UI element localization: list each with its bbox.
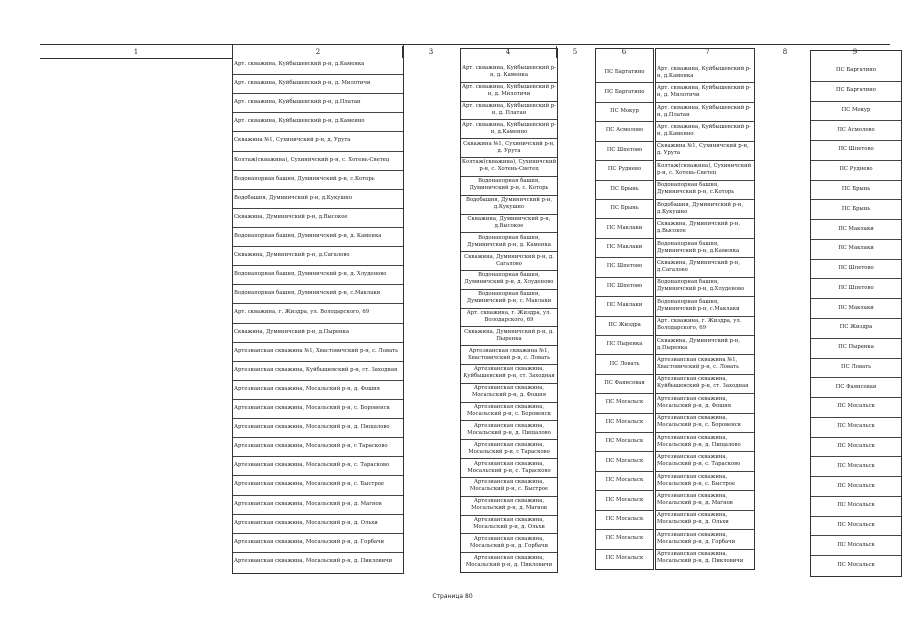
table-cell: ПС Маклаки (606, 224, 643, 231)
table-cell: Арт. скважина, г. Жиздра, ул. Володарского, 69 (657, 318, 742, 332)
column-4-frame (460, 48, 558, 573)
table-cell: ПС Руднево (839, 166, 873, 173)
table-cell: ПС Пыренка (606, 341, 643, 348)
table-cell: Артезианская скважина, Мосальский р-н, д. Фошня (471, 385, 547, 399)
table-cell: ПС Маклаки (838, 304, 874, 311)
header-col-9: 9 (852, 48, 858, 56)
table-cell: Арт. скважина, Куйбышевский р-н, д. Милотичи (234, 80, 371, 87)
table-cell: ПС Фаянсовая (835, 383, 877, 390)
table-cell: ПС Мосальск (837, 403, 875, 410)
table-cell: ПС Мосальск (837, 423, 875, 430)
table-cell: Артезианская скважина, Мосальский р-н, д. Пищалово (234, 424, 390, 431)
table-cell: ПС Жиздра (839, 324, 873, 331)
table-cell: Артезианская скважина, Мосальский р-н, с. Тарасково (467, 460, 551, 474)
table-cell: ПС Мосальск (837, 482, 875, 489)
table-cell: Артезианская скважина, Мосальский р-н, д. Ольхи (473, 516, 545, 530)
header-col-4: 4 (505, 48, 511, 56)
table-cell: Скважина, Думиничский р-н, д.Высокое (657, 221, 741, 235)
table-cell: Артезианская скважина, Куйбышевский р-н, ст. Заходная (234, 366, 398, 373)
table-cell: ПС Мосальск (605, 457, 644, 464)
table-cell: Артезианская скважина, Мосальский р-н, с. Тарасково (234, 462, 390, 469)
table-cell: Арт. скважина, г. Жиздра, ул. Володарского, 69 (234, 309, 370, 316)
table-cell: Артезианская скважина, Мосальский р-н, с. Боровенск (466, 404, 551, 418)
column-6-frame (595, 48, 654, 570)
table-cell: Водонапорная башня, Думиничский р-н, с. Которь (469, 178, 549, 192)
column-9-frame (810, 50, 902, 577)
page-number: Страница 80 (432, 593, 473, 600)
table-cell: Артезианская скважина, Мосальский р-н, д. Горбачи (657, 531, 736, 545)
table-cell: Артезианская скважина, Мосальский р-н, д. Горбачи (469, 535, 549, 549)
table-cell: Водобашня, Думиничский р-н, д.Кукушно (657, 201, 744, 215)
table-cell: Артезианская скважина, Мосальский р-н, д. Фошня (234, 385, 381, 392)
table-cell: ПС Маклаки (606, 244, 643, 250)
table-cell: Скважина, Думиничский р-н, д.Пыренка (234, 328, 350, 335)
table-cell: ПС Жиздра (608, 321, 641, 328)
table-cell: ПС Шпетово (838, 284, 874, 291)
table-cell: Артезианская скважина, Мосальский р-н, с. Быстрое (234, 481, 385, 488)
table-cell: Скважина, Думиничский р-н, д. Сагалово (464, 253, 554, 267)
table-cell: ПС Мосальск (605, 515, 644, 522)
table-cell: ПС Мосальск (605, 399, 644, 406)
table-cell: ПС Мосальск (837, 462, 875, 469)
table-cell: Водонапорная башня, Думиничский р-н, д. Каменка (467, 234, 551, 248)
table-cell: Артезианская скважина, Мосальский р-н, д. Горбачи (234, 538, 385, 545)
table-cell: ПС Мосальск (837, 442, 875, 449)
table-cell: ПС Мосальск (605, 418, 644, 425)
table-cell: ПС Руднево (607, 166, 642, 173)
table-cell: ПС Брынь (841, 205, 871, 212)
table-cell: Скважина, Думиничский р-н, д.Высокое (234, 213, 348, 220)
table-cell: Артезианская скважина №1, Хвастовичский р-н, с. Ловать (467, 347, 550, 361)
table-cell: ПС Шпетово (838, 265, 874, 272)
table-cell: Водонапорная башня, Думиничский р-н, с.Маклаки (234, 290, 381, 297)
table-cell: ПС Маклаки (838, 245, 874, 252)
table-cell: Водонапорная башня, Думиничский р-н, с.Которь (234, 175, 375, 182)
table-cell: Арт. скважина, Куйбышевский р-н, д. Каменка (462, 65, 556, 79)
table-cell: Арт. скважина, Куйбышевский р-н, д.Каменно (657, 123, 751, 137)
table-cell: Артезианская скважина, Мосальский р-н, с. Боровенск (657, 415, 742, 429)
table-cell: Арт. скважина, г. Жиздра, ул. Володарского, 69 (466, 309, 552, 323)
table-cell: Артезианская скважина, Куйбышевский р-н, ст. Заходная (657, 376, 749, 390)
table-cell: Арт. скважина, Куйбышевский р-н, д. Милотичи (462, 84, 556, 98)
table-cell: ПС Шпетово (838, 146, 874, 153)
table-cell: ПС Мосальск (605, 438, 644, 445)
table-cell: ПС Шпетово (606, 282, 643, 289)
table-cell: Колтаж(скважина), Сухиничский р-н, с. Хотень-Светец (234, 156, 390, 163)
table-cell: Скважина №1, Сухиничский р-н, д. Урута (463, 140, 555, 154)
table-cell: ПС Маклаки (838, 225, 874, 232)
table-cell: Водонапорная башня, Думиничский р-н, д.Каменка (657, 240, 740, 254)
table-cell: Артезианская скважина, Мосальский р-н, с Тарасково (234, 443, 388, 450)
header-bottom-line (40, 58, 232, 59)
table-cell: ПС Мокур (841, 106, 871, 113)
table-cell: ПС Ловать (609, 360, 640, 367)
table-cell: ПС Баргатино (604, 88, 645, 95)
table-cell: ПС Мокур (610, 108, 639, 115)
table-cell: Скважина, Думиничский р-н, д.Сагалово (234, 252, 350, 259)
table-cell: Скважина, Думиничский р-н, д.Сагалово (657, 259, 741, 273)
table-cell: Артезианская скважина, Мосальский р-н, д. Ольхи (657, 512, 729, 526)
table-cell: Артезианская скважина №1, Хвастовичский р-н, с. Ловать (234, 347, 398, 354)
table-cell: Колтаж(скважина), Сухиничский р-н, с. Хотень-Светец (461, 159, 557, 173)
table-cell: ПС Фаянсовая (604, 379, 645, 386)
table-cell: Артезианская скважина, Мосальский р-н, д. Магнов (471, 498, 547, 512)
table-cell: Водонапорная башня, Думиничский р-н, д.Хлуденово (657, 279, 745, 293)
table-cell: Водонапорная башня, Думиничский р-н, д. Хлуденово (464, 272, 554, 286)
table-cell: Артезианская скважина, Мосальский р-н, д. Магнов (657, 493, 733, 506)
table-cell: ПС Баргатино (836, 67, 876, 74)
table-cell: ПС Мосальск (605, 496, 644, 503)
table-cell: ПС Брынь (610, 205, 639, 212)
header-col-8: 8 (782, 48, 788, 56)
table-cell: Артезианская скважина, Куйбышевский р-н, ст. Заходная (463, 366, 555, 380)
table-cell: ПС Пыренка (838, 344, 874, 351)
table-cell: Скважина №1, Сухиничский р-н, д. Урута (234, 137, 351, 144)
table-cell: Скважина, Думиничский р-н, д. Пыренка (464, 328, 554, 342)
table-cell: Водобашня, Думиничский р-н, д.Кукушно (234, 194, 353, 201)
table-cell: Арт. скважина, Куйбышевский р-н, д. Милотичи (657, 85, 751, 99)
header-col-7: 7 (705, 48, 710, 56)
table-cell: ПС Мосальск (837, 541, 875, 548)
table-cell: Артезианская скважина, Мосальский р-н, д. Пищалово (467, 422, 551, 436)
table-cell: ПС Маклаки (606, 302, 643, 309)
table-cell: Артезианская скважина №1, Хвастовичский р-н, с. Ловать (657, 357, 740, 371)
table-cell: ПС Асмолово (837, 126, 875, 133)
table-cell: Артезианская скважина, Мосальский р-н, д. Пикловичи (465, 554, 553, 568)
table-cell: Артезианская скважина, Мосальский р-н, д. Пикловичи (657, 551, 744, 565)
table-cell: ПС Ловать (841, 363, 871, 370)
table-cell: Водонапорная башня, Думиничский р-н, с.Которь (657, 182, 735, 196)
table-cell: Артезианская скважина, Мосальский р-н, с Тарасково (468, 441, 550, 455)
table-cell: Артезианская скважина, Мосальский р-н, д. Пищалово (657, 434, 741, 448)
table-cell: ПС Асмолово (605, 127, 644, 134)
header-col-5: 5 (556, 46, 593, 58)
table-cell: Водонапорная башня, Думиничский р-н, д. Хлуденово (234, 271, 387, 278)
header-col-6: 6 (621, 48, 627, 56)
table-cell: ПС Мосальск (837, 561, 875, 568)
table-cell: ПС Мосальск (605, 477, 644, 484)
table-cell: Арт. скважина, Куйбышевский р-н, д.Каменно (462, 121, 556, 135)
header-col-1: 1 (133, 48, 139, 56)
table-cell: Арт. скважина, Куйбышевский р-н, д. Платан (462, 103, 556, 117)
table-cell: ПС Баргатино (836, 87, 876, 94)
table-cell: Арт. скважина, Куйбышевский р-н, д.Платан (657, 104, 751, 118)
table-cell: Артезианская скважина, Мосальский р-н, с. Тарасково (657, 454, 741, 468)
table-cell: Водобашня, Думиничский р-н, д.Кукушно (465, 197, 553, 211)
table-cell: Артезианская скважина, Мосальский р-н, с. Быстрое (469, 479, 549, 493)
table-cell: Скважина, Думиничский р-н, д.Пыренка (657, 337, 741, 351)
table-cell: Скважина №1, Сухиничский р-н, д. Урута (657, 143, 749, 157)
table-cell: Водонапорная башня, Думиничский р-н, д. Каменка (234, 233, 382, 240)
table-cell: Артезианская скважина, Мосальский р-н, д. Фошня (657, 395, 732, 409)
table-cell: Артезианская скважина, Мосальский р-н, д. Магнов (234, 500, 382, 507)
table-cell: Артезианская скважина, Мосальский р-н, д. Ольхи (234, 519, 378, 526)
header-top-line (40, 44, 890, 45)
column-7-frame (655, 48, 755, 570)
table-cell: Арт. скважина, Куйбышевский р-н, д.Каменно (234, 118, 365, 125)
table-cell: ПС Брынь (841, 185, 871, 192)
table-cell: ПС Шпетово (606, 263, 643, 270)
table-cell: Арт. скважина, Куйбышевский р-н, д.Каменка (234, 61, 365, 68)
table-cell: ПС Баргатино (604, 69, 645, 76)
header-col-3: 3 (402, 46, 459, 58)
table-cell: ПС Шпетово (606, 146, 643, 153)
table-cell: Арт. скважина, Куйбышевский р-н, д.Каменка (657, 65, 751, 79)
table-cell: Водонапорная башня, Думиничский р-н, с.Маклаки (657, 298, 740, 312)
table-cell: Артезианская скважина, Мосальский р-н, д. Пикловичи (234, 557, 393, 564)
table-cell: Артезианская скважина, Мосальский р-н, с. Быстрое (657, 473, 736, 487)
table-cell: ПС Мосальск (605, 554, 644, 561)
table-cell: Артезианская скважина, Мосальский р-н, с. Боровенск (234, 405, 390, 412)
table-cell: ПС Мосальск (837, 522, 875, 529)
header-col-2: 2 (232, 46, 403, 58)
table-cell: ПС Брынь (610, 185, 639, 192)
table-cell: ПС Мосальск (837, 502, 875, 509)
table-cell: Арт. скважина, Куйбышевский р-н, д.Платан (234, 99, 361, 106)
table-cell: ПС Мосальск (605, 535, 644, 542)
table-cell: Скважина, Думиничский р-н, д.Высокое (467, 215, 551, 229)
table-cell: Колтаж(скважина), Сухиничский р-н, с. Хотень-Светец (657, 162, 752, 176)
table-cell: Водонапорная башня, Думиничский р-н, с. Маклаки (466, 291, 552, 305)
column-2-frame (232, 44, 404, 574)
